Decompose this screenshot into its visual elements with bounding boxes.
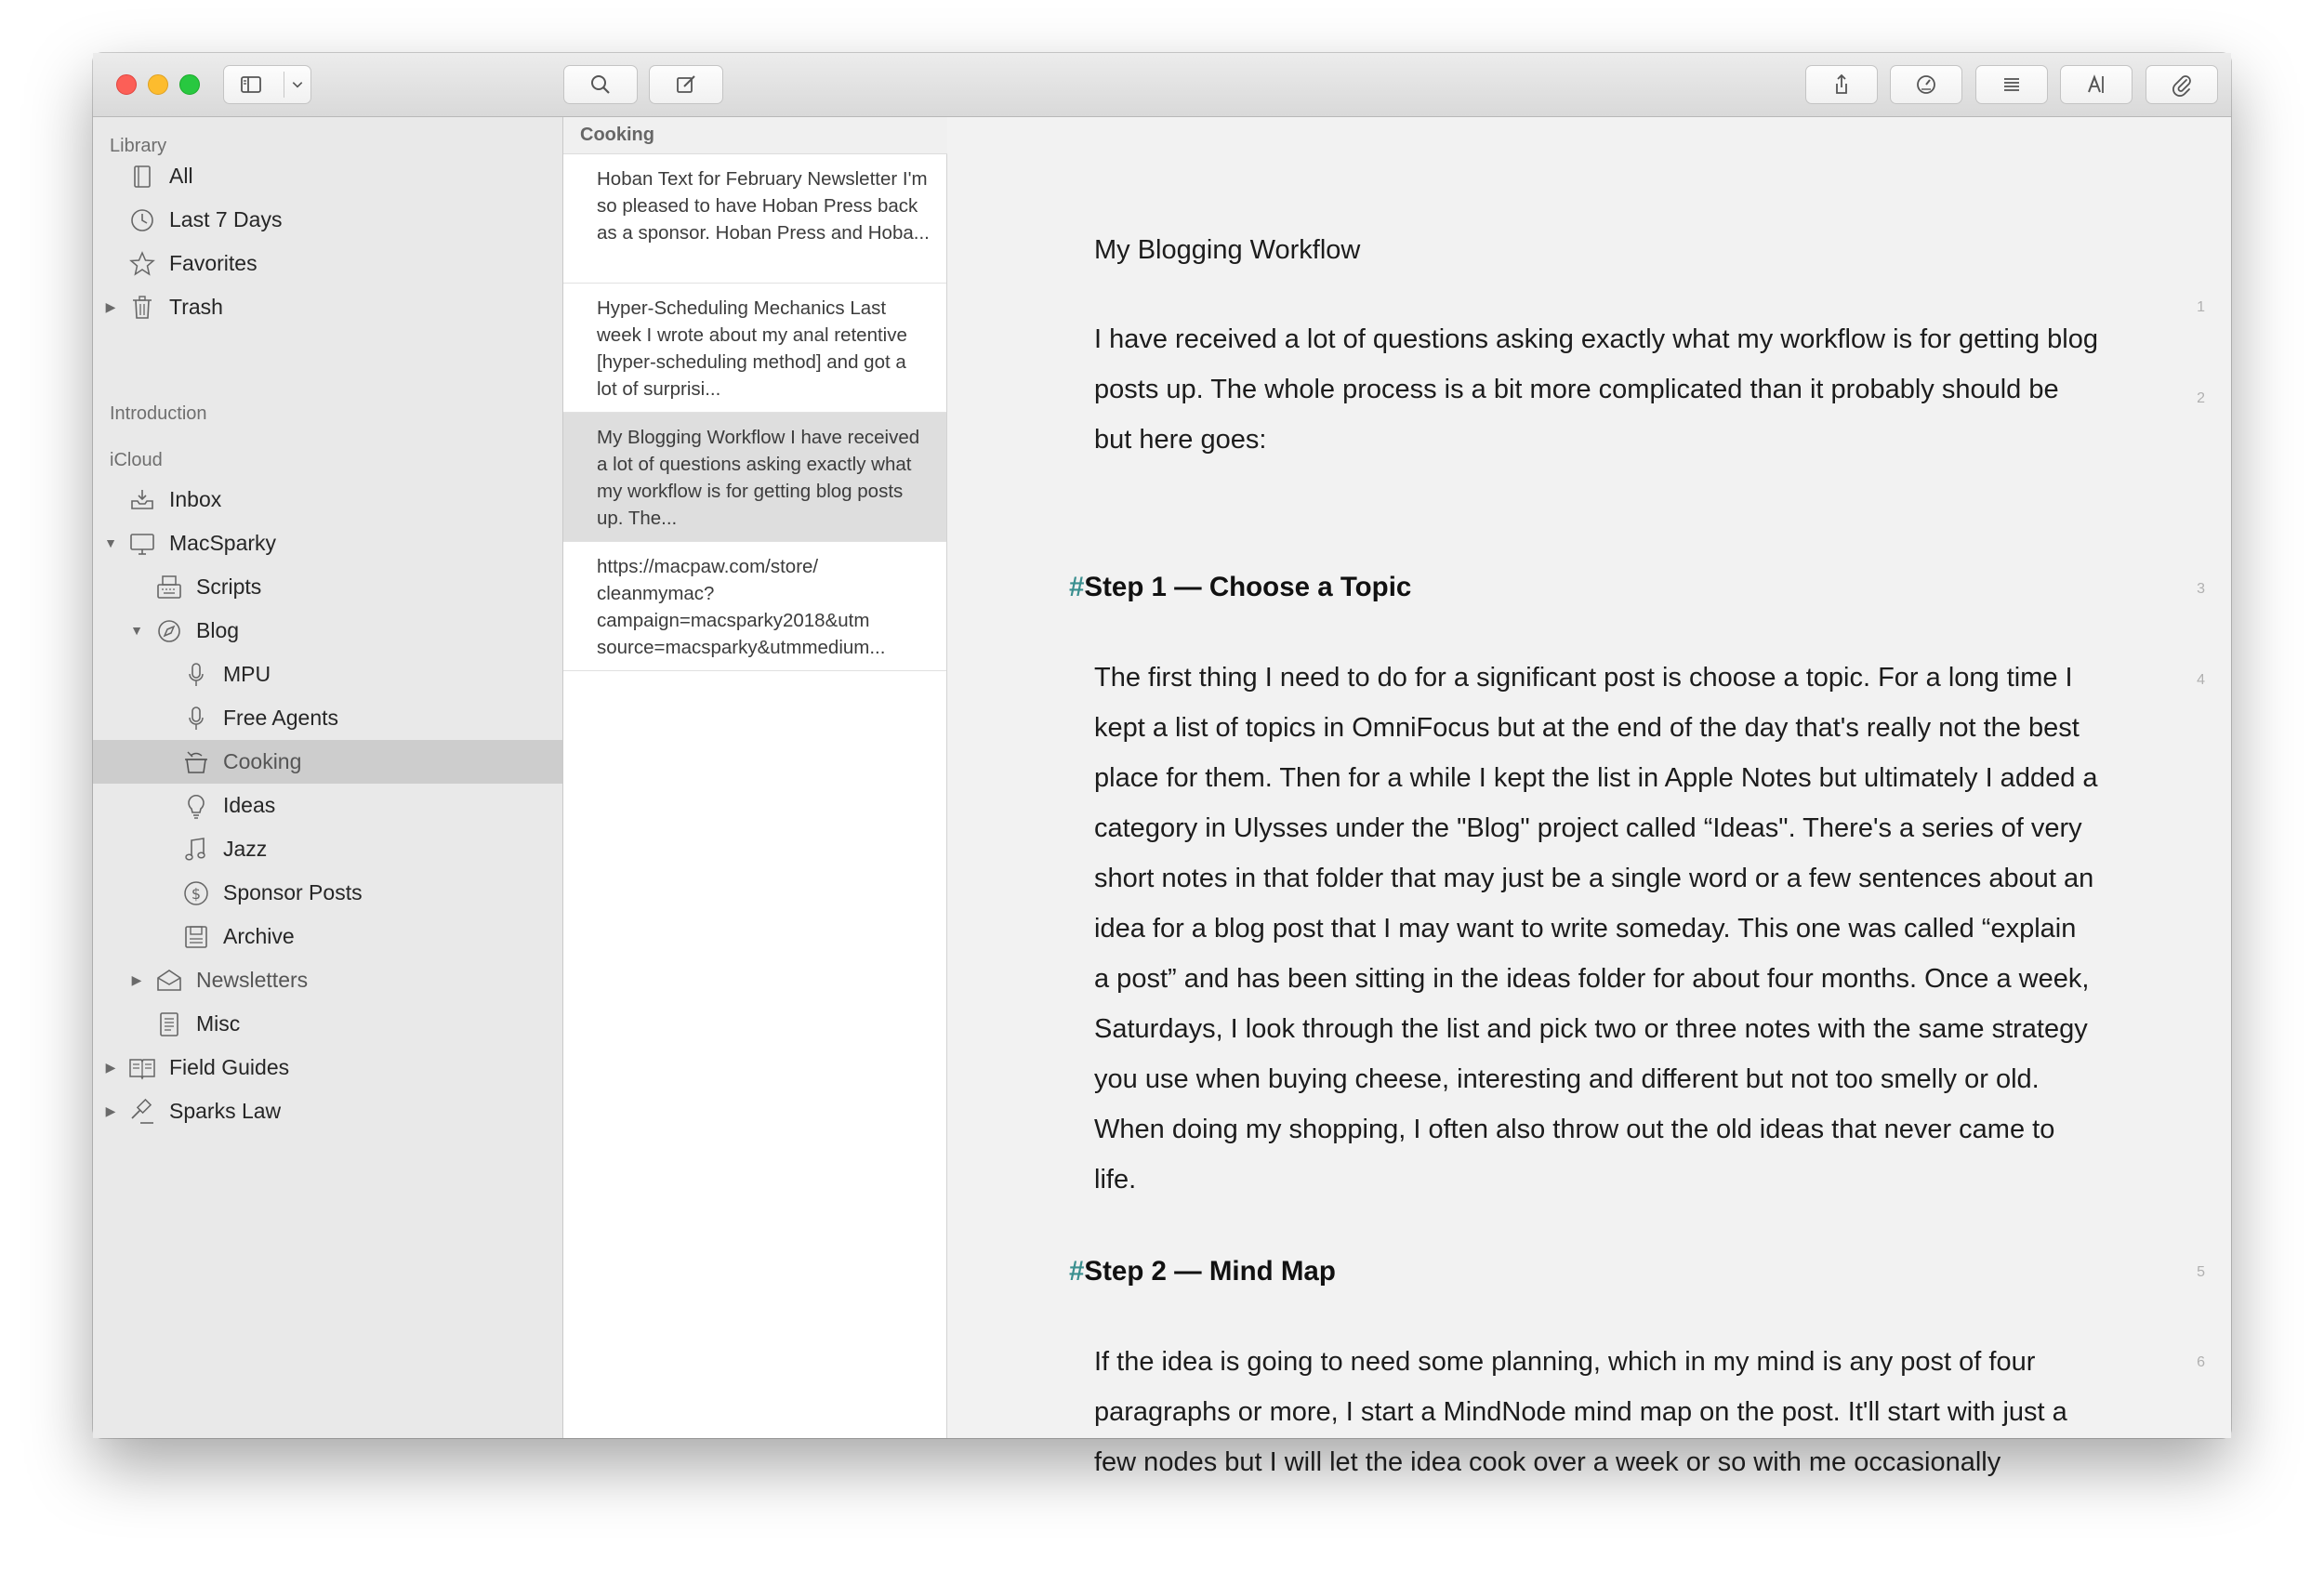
sidebar-item-favorites[interactable]: Favorites xyxy=(93,242,562,285)
sidebar-item-field-guides[interactable]: ▶ Field Guides xyxy=(93,1046,562,1089)
sheet-item[interactable] xyxy=(563,154,946,284)
disclosure-triangle-icon[interactable]: ▼ xyxy=(130,623,143,638)
heading-markup: # xyxy=(1069,1256,1085,1287)
sidebar-item-newsletters[interactable]: ▶ Newsletters xyxy=(93,958,562,1002)
sidebar-item-archive[interactable]: Archive xyxy=(93,915,562,958)
editor-pane[interactable] xyxy=(947,117,2231,1477)
editor-heading[interactable] xyxy=(1069,1253,1336,1290)
sidebar-toggle-button[interactable] xyxy=(223,65,311,104)
font-icon xyxy=(2083,72,2109,98)
sidebar-item-jazz[interactable]: Jazz xyxy=(93,827,562,871)
svg-text:$: $ xyxy=(191,884,202,903)
attachments-button[interactable] xyxy=(2146,65,2218,104)
sheet-preview: Hyper-Scheduling Mechanics Last week I wrote about my anal retentive [hyper-scheduling method] and got a lot of surprisi... xyxy=(597,297,907,400)
zoom-window-button[interactable] xyxy=(179,74,200,95)
editor-paragraph[interactable]: I have received a lot of questions asking exactly what my workflow is for getting blog posts up. The whole process is a bit more complicated than it probably should be but here goes: xyxy=(1094,324,2098,455)
sidebar-item-misc[interactable]: Misc xyxy=(93,1002,562,1046)
disclosure-triangle-icon[interactable]: ▶ xyxy=(105,1102,116,1118)
disclosure-triangle-icon[interactable]: ▶ xyxy=(131,971,142,987)
line-number: 6 xyxy=(2197,1354,2205,1370)
sidebar-item-sponsor-posts[interactable]: $ Sponsor Posts xyxy=(93,871,562,915)
share-icon xyxy=(1829,72,1855,98)
sheet-item[interactable] xyxy=(563,284,946,413)
sidebar-item-scripts[interactable]: Scripts xyxy=(93,565,562,609)
disclosure-triangle-icon[interactable]: ▶ xyxy=(105,1059,116,1075)
microphone-icon xyxy=(180,703,212,734)
gauge-icon xyxy=(1913,72,1939,98)
line-number: 5 xyxy=(2197,1264,2205,1280)
line-number: 1 xyxy=(2197,299,2205,315)
editor-paragraph[interactable]: The first thing I need to do for a significant post is choose a topic. For a long time I kept a list of topics in OmniFocus but at the end of the day that's really not the best place for them. Then for a while I kept the list in Apple Notes but ultimately I added a category in Ulysses under the "Blog" project called “Ideas". There's a series of very short notes in that folder that may just be a single word or a few sentences about an idea for a blog post that I may want to write someday. This one was called “explain a post” and has been sitting in the ideas folder for about four months. Once a week, Saturdays, I look through the list and pick two or three notes with the same strategy you use when buying cheese, interesting and different but not too smelly or old. When doing my shopping, I often also throw out the old ideas that never came to life. xyxy=(1094,663,2098,1195)
sidebar-item-trash[interactable]: ▶ Trash xyxy=(93,285,562,329)
sidebar-item-cooking[interactable]: Cooking xyxy=(93,740,562,784)
editor-title-paragraph[interactable]: My Blogging Workflow xyxy=(1094,235,1361,265)
markup-button[interactable] xyxy=(2060,65,2133,104)
share-button[interactable] xyxy=(1805,65,1878,104)
new-sheet-button[interactable] xyxy=(649,65,723,104)
microphone-icon xyxy=(180,659,212,691)
envelope-icon xyxy=(153,965,185,997)
compose-icon xyxy=(673,72,699,98)
sidebar-item-blog[interactable]: ▼ Blog xyxy=(93,609,562,653)
typewriter-icon xyxy=(153,572,185,603)
lightbulb-icon xyxy=(180,790,212,822)
compass-icon xyxy=(153,615,185,647)
section-label-introduction[interactable]: Introduction xyxy=(110,403,207,424)
inbox-icon xyxy=(126,484,158,516)
line-number: 4 xyxy=(2197,672,2205,688)
goals-button[interactable] xyxy=(1890,65,1962,104)
outline-button[interactable] xyxy=(1975,65,2048,104)
sidebar-item-last-7-days[interactable]: Last 7 Days xyxy=(93,198,562,242)
document-icon xyxy=(153,1009,185,1040)
dollar-icon xyxy=(180,878,212,909)
gavel-icon xyxy=(126,1096,158,1128)
heading-text: Step 2 — Mind Map xyxy=(1084,1256,1336,1287)
pot-icon xyxy=(180,746,212,778)
line-number: 2 xyxy=(2197,390,2205,406)
sheet-item-selected[interactable] xyxy=(563,413,946,542)
sidebar-icon xyxy=(238,72,264,98)
sidebar-item-all[interactable]: All xyxy=(93,154,562,198)
music-note-icon xyxy=(180,834,212,865)
search-button[interactable] xyxy=(563,65,638,104)
app-window xyxy=(93,53,2231,1477)
chevron-down-icon[interactable] xyxy=(287,74,308,95)
sheet-preview: https://macpaw.com/store/ cleanmymac? campaign=macsparky2018&utm source=macsparky&utmmedium... xyxy=(597,556,886,658)
clock-icon xyxy=(126,205,158,236)
trash-icon xyxy=(126,292,158,323)
list-icon xyxy=(1999,72,2025,98)
archive-icon xyxy=(180,921,212,953)
star-icon xyxy=(126,248,158,280)
paperclip-icon xyxy=(2169,72,2195,98)
title-bar xyxy=(93,53,2231,117)
sidebar-item-ideas[interactable]: Ideas xyxy=(93,784,562,827)
heading-text: Step 1 — Choose a Topic xyxy=(1084,572,1412,602)
desktop-icon xyxy=(126,528,158,560)
section-label-library: Library xyxy=(110,136,167,156)
sidebar-item-sparks-law[interactable]: ▶ Sparks Law xyxy=(93,1089,562,1133)
disclosure-triangle-icon[interactable]: ▼ xyxy=(104,535,117,550)
section-label-icloud: iCloud xyxy=(110,450,163,470)
heading-markup: # xyxy=(1069,572,1085,602)
editor-heading[interactable] xyxy=(1069,569,1411,606)
disclosure-triangle-icon[interactable]: ▶ xyxy=(105,298,116,314)
sidebar-item-free-agents[interactable]: Free Agents xyxy=(93,696,562,740)
sidebar-item-macsparky[interactable]: ▼ MacSparky xyxy=(93,521,562,565)
line-number: 3 xyxy=(2197,581,2205,597)
editor-paragraph[interactable]: If the idea is going to need some planning, which in my mind is any post of four paragraphs or more, I start a MindNode mind map on the post. It'll start with just a few nodes but I will let the idea cook over a week or so with me occasionally xyxy=(1094,1347,2067,1477)
sheets-icon xyxy=(126,161,158,192)
sidebar-item-inbox[interactable]: Inbox xyxy=(93,478,562,521)
search-icon xyxy=(588,72,614,98)
sheet-list-header: Cooking xyxy=(563,117,947,154)
sidebar-item-mpu[interactable]: MPU xyxy=(93,653,562,696)
sheet-preview: My Blogging Workflow I have received a lot of questions asking exactly what my workflow is for getting blog posts up. The... xyxy=(597,427,920,529)
sheet-item[interactable] xyxy=(563,542,946,671)
close-window-button[interactable] xyxy=(116,74,137,95)
library-sidebar xyxy=(93,117,563,1438)
book-icon xyxy=(126,1052,158,1084)
sheet-preview: Hoban Text for February Newsletter I'm so pleased to have Hoban Press back as a sponsor. Hoban Press and Hoba... xyxy=(597,168,930,244)
minimize-window-button[interactable] xyxy=(148,74,168,95)
sheet-list xyxy=(563,117,947,1438)
